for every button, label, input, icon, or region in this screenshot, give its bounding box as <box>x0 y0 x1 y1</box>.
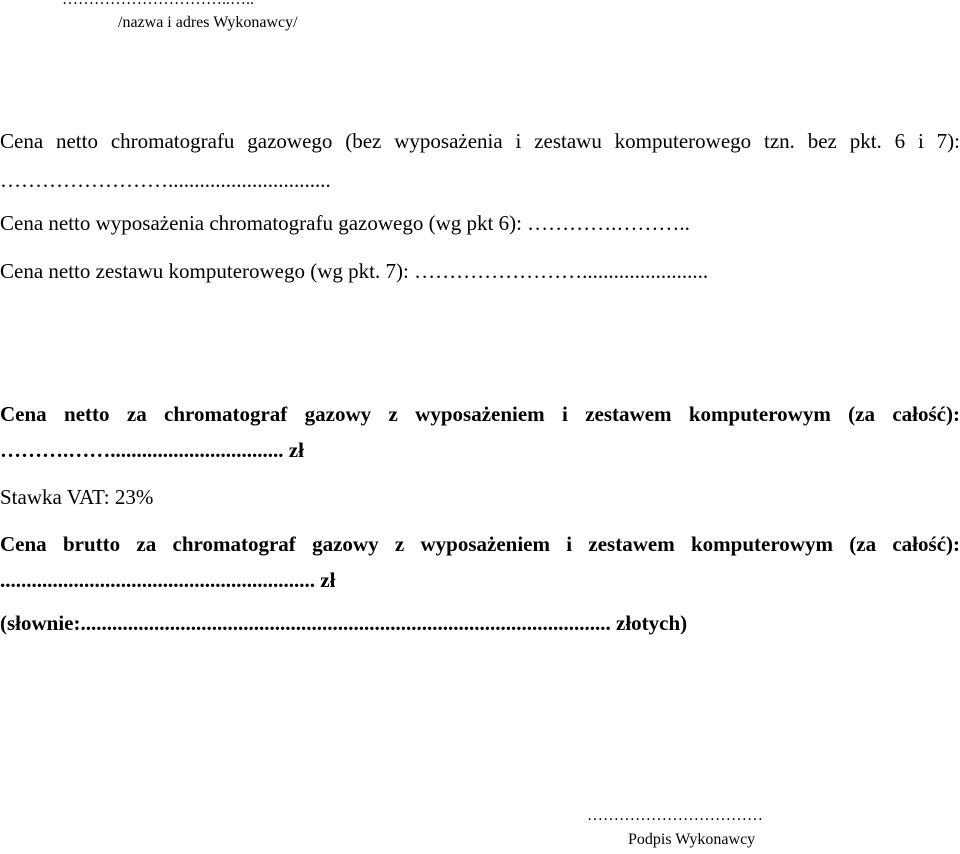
signature-label: Podpis Wykonawcy <box>628 831 756 848</box>
net-price-equipment: Cena netto wyposażenia chromatografu gazowego (wg pkt 6): ………….……….. <box>0 211 690 235</box>
amount-in-words: (słownie:..................................................................................................... złotych) <box>0 611 688 635</box>
gross-total-fill: ............................................................ zł <box>0 568 336 592</box>
net-total-fill: ……….……................................. zł <box>0 438 304 462</box>
vat-rate: Stawka VAT: 23% <box>0 485 154 509</box>
net-price-chromatograph-fill: ……………………............................... <box>0 168 331 192</box>
signature-dots: …………………………… <box>587 807 763 824</box>
contractor-label: /nazwa i adres Wykonawcy/ <box>118 14 298 31</box>
net-price-chromatograph: Cena netto chromatografu gazowego (bez wyposażenia i zestawu komputerowego tzn. bez pkt. 6 i 7): <box>0 129 960 153</box>
net-price-computer-set: Cena netto zestawu komputerowego (wg pkt. 7): ……………………........................ <box>0 259 709 283</box>
gross-total-heading: Cena brutto za chromatograf gazowy z wyposażeniem i zestawem komputerowym (za całość): <box>0 532 960 556</box>
contractor-dots <box>62 0 254 10</box>
net-total-heading: Cena netto za chromatograf gazowy z wyposażeniem i zestawem komputerowym (za całość): <box>0 402 960 426</box>
